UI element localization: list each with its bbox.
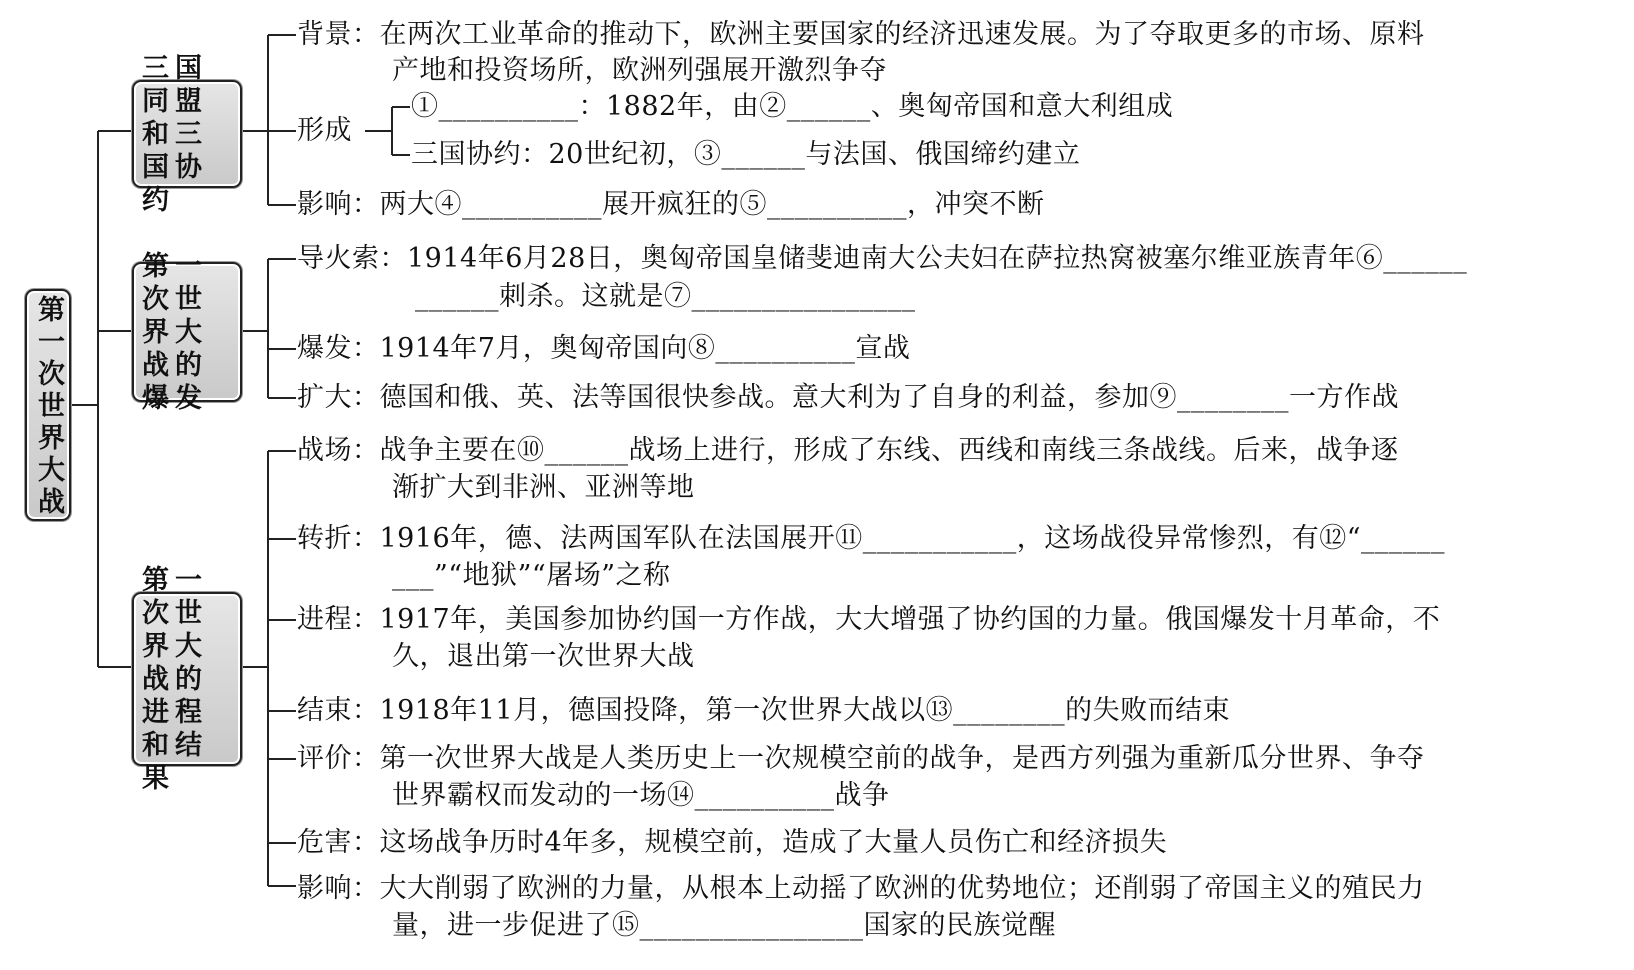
evaluation-line-2: 世界霸权而发动的一场⑭__________战争 (392, 780, 890, 811)
battlefield-line-1: 战场：战争主要在⑩______战场上进行，形成了东线、西线和南线三条战线。后来，战争逐 (297, 435, 1399, 466)
expansion-line: 扩大：德国和俄、英、法等国很快参战。意大利为了自身的利益，参加⑨________一方作战 (297, 382, 1399, 413)
evaluation-line-1: 评价：第一次世界大战是人类历史上一次规模空前的战争，是西方列强为重新瓜分世界、争夺 (297, 743, 1425, 774)
formation-label: 形成 (297, 115, 352, 146)
end-line: 结束：1918年11月，德国投降，第一次世界大战以⑬________的失败而结束 (297, 695, 1231, 726)
triple-entente-line: 三国协约：20世纪初，③______与法国、俄国缔约建立 (411, 139, 1081, 170)
effect-line-2: 量，进一步促进了⑮________________国家的民族觉醒 (392, 910, 1056, 941)
turning-point-line-2: ___”“地狱”“屠场”之称 (392, 560, 671, 591)
impact-line: 影响：两大④__________展开疯狂的⑤__________，冲突不断 (297, 189, 1045, 220)
effect-line-1: 影响：大大削弱了欧洲的力量，从根本上动摇了欧洲的优势地位；还削弱了帝国主义的殖民力 (297, 873, 1425, 904)
turning-point-line-1: 转折：1916年，德、法两国军队在法国展开⑪___________，这场战役异常惨烈，有⑫“______ (297, 523, 1446, 554)
group-box-process (132, 564, 242, 794)
fuse-line-2: ______刺杀。这就是⑦________________ (415, 281, 916, 312)
group-box-alliances (132, 52, 242, 216)
root-node-box (25, 289, 71, 521)
group-title-alliances: 三国同盟和三国协约 (142, 52, 208, 216)
group-title-process: 第一次世界大战的进程和结果 (142, 564, 208, 794)
background-line-2: 产地和投资场所，欧洲列强展开激烈争夺 (392, 55, 887, 86)
background-line-1: 背景：在两次工业革命的推动下，欧洲主要国家的经济迅速发展。为了夺取更多的市场、原料 (297, 19, 1425, 50)
group-title-outbreak: 第一次世界大战的爆发 (142, 250, 208, 414)
process-line-1: 进程：1917年，美国参加协约国一方作战，大大增强了协约国的力量。俄国爆发十月革命，不 (297, 604, 1441, 635)
process-line-2: 久，退出第一次世界大战 (392, 641, 695, 672)
outbreak-line: 爆发：1914年7月，奥匈帝国向⑧__________宣战 (297, 333, 911, 364)
battlefield-line-2: 渐扩大到非洲、亚洲等地 (392, 472, 695, 503)
group-box-outbreak (132, 250, 242, 414)
harm-line: 危害：这场战争历时4年多，规模空前，造成了大量人员伤亡和经济损失 (297, 827, 1168, 858)
root-title: 第一次世界大战 (33, 295, 64, 519)
fuse-line-1: 导火索：1914年6月28日，奥匈帝国皇储斐迪南大公夫妇在萨拉热窝被塞尔维亚族青年⑥______ (297, 243, 1468, 274)
triple-alliance-line: ①__________：1882年，由②______、奥匈帝国和意大利组成 (411, 91, 1174, 122)
